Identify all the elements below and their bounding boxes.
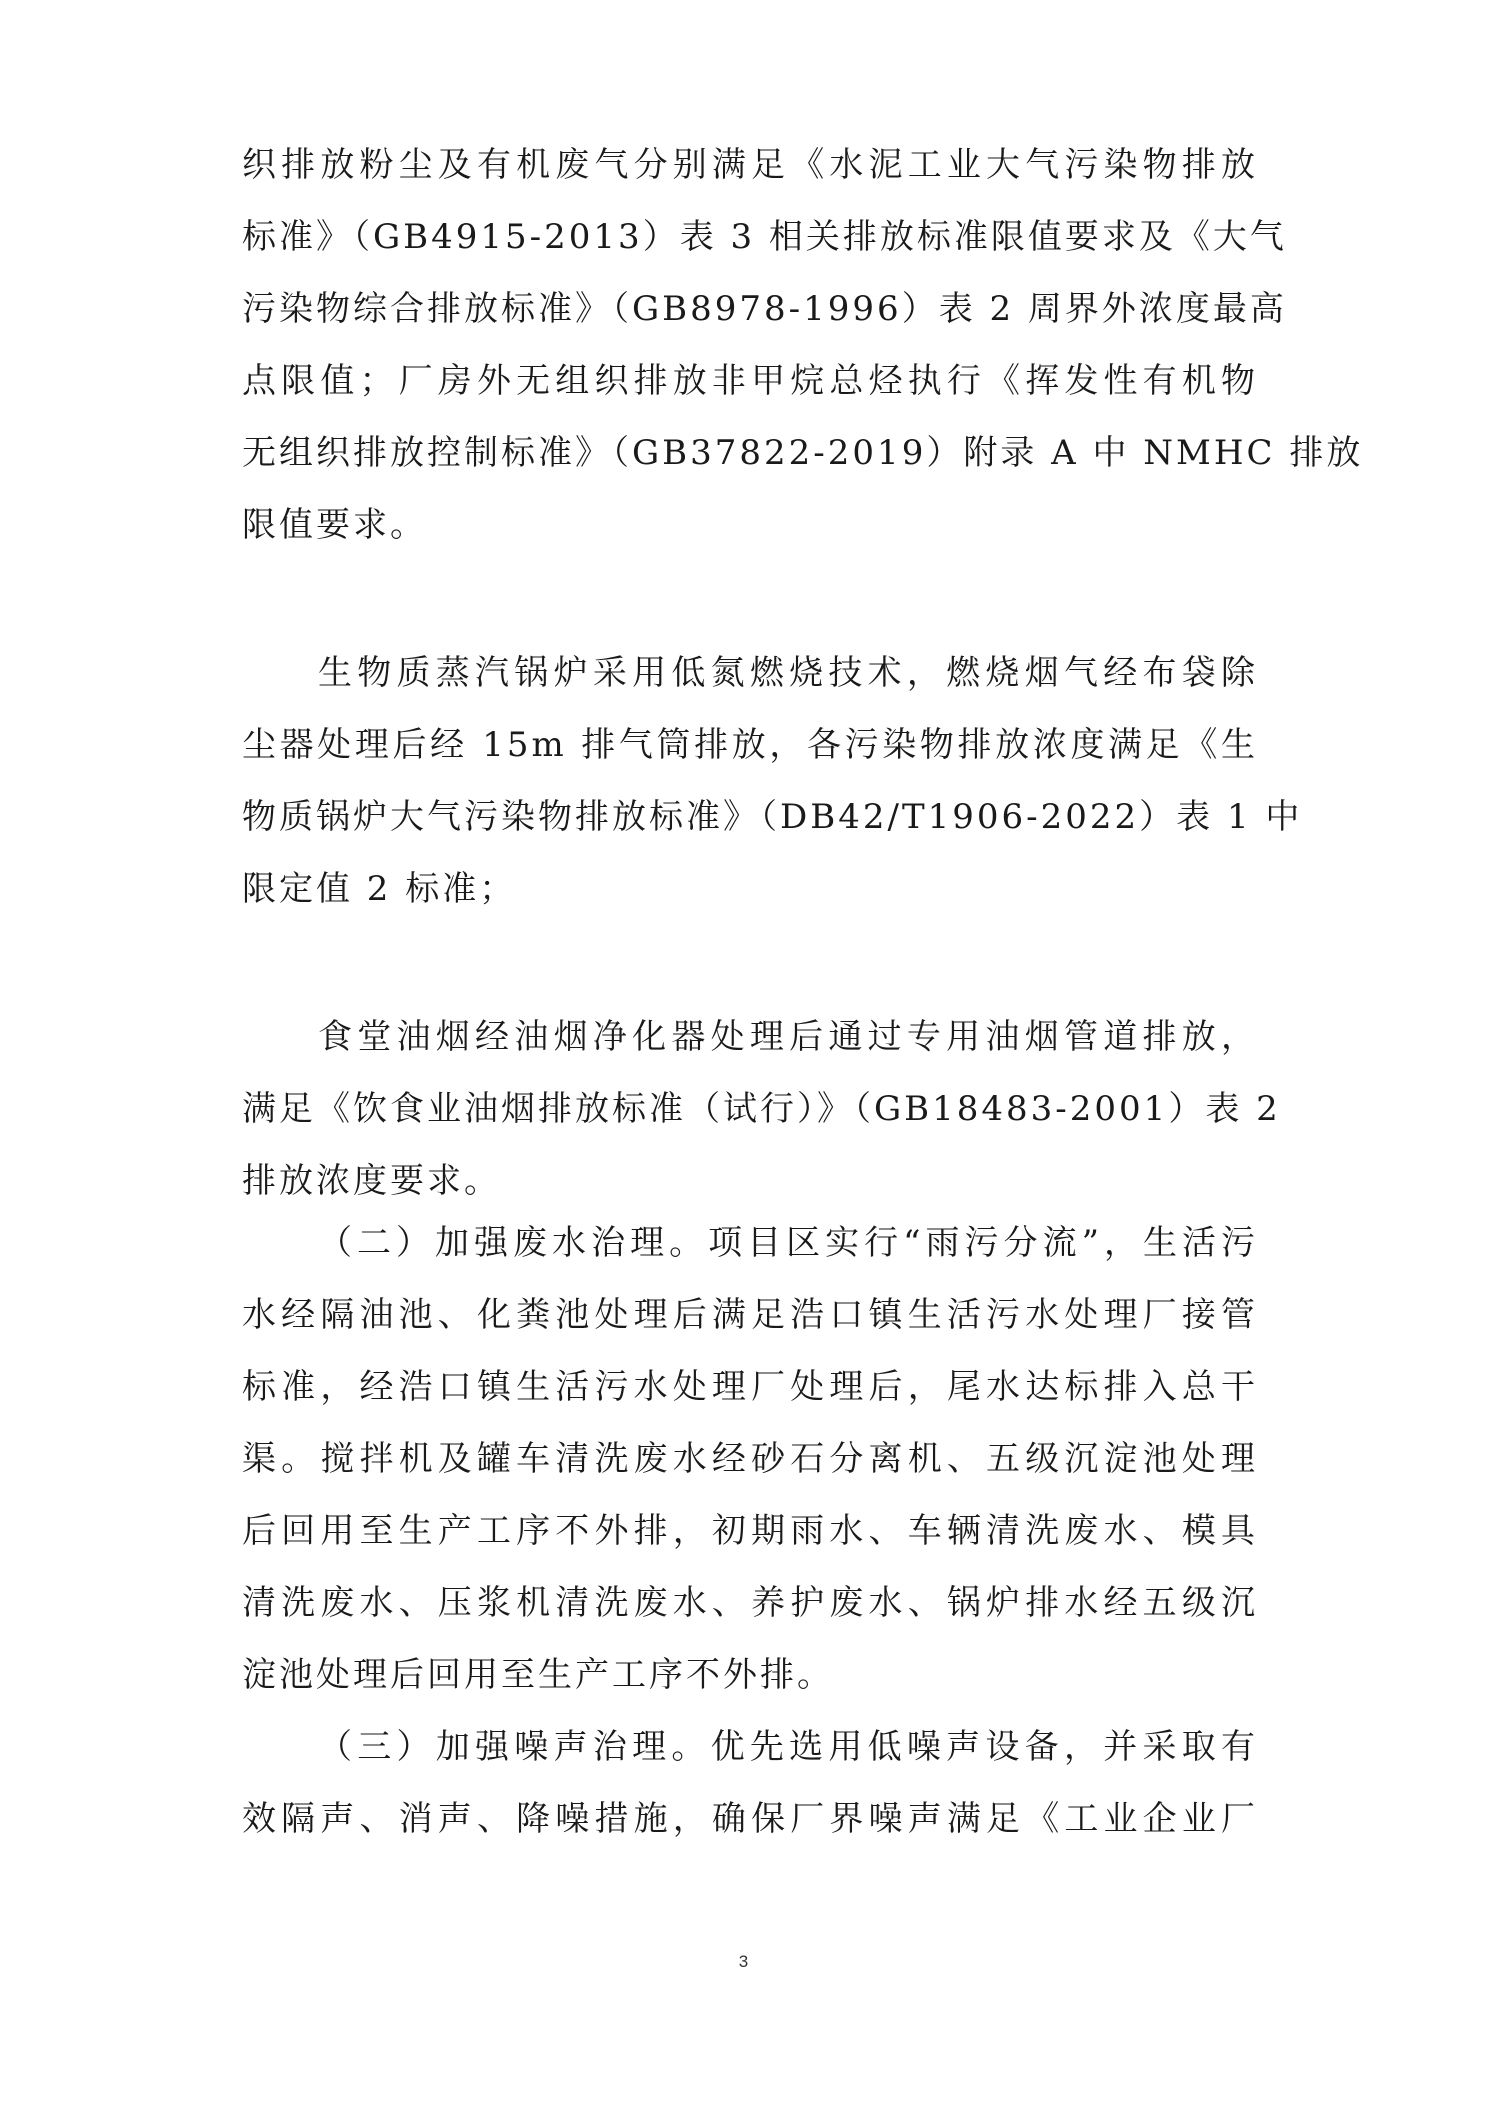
text-line: 排放浓度要求。 <box>242 1161 501 1201</box>
text-line: 满足《饮食业油烟排放标准（试行）》（GB18483-2001）表 2 <box>242 1089 1281 1129</box>
text-line: 淀池处理后回用至生产工序不外排。 <box>242 1655 834 1695</box>
text-line: 织排放粉尘及有机废气分别满足《水泥工业大气污染物排放 <box>242 145 1258 185</box>
text-line: 渠。搅拌机及罐车清洗废水经砂石分离机、五级沉淀池处理 <box>242 1439 1258 1479</box>
text-line: 生物质蒸汽锅炉采用低氮燃烧技术，燃烧烟气经布袋除 <box>318 653 1258 693</box>
text-line: 食堂油烟经油烟净化器处理后通过专用油烟管道排放， <box>318 1017 1258 1057</box>
text-line: 物质锅炉大气污染物排放标准》（DB42/T1906-2022）表 1 中 <box>242 797 1303 837</box>
text-line: 限值要求。 <box>242 505 427 545</box>
text-line: 后回用至生产工序不外排，初期雨水、车辆清洗废水、模具 <box>242 1511 1258 1551</box>
text-line: 限定值 2 标准； <box>242 869 517 909</box>
text-line: 效隔声、消声、降噪措施，确保厂界噪声满足《工业企业厂 <box>242 1799 1258 1839</box>
text-line: 水经隔油池、化粪池处理后满足浩口镇生活污水处理厂接管 <box>242 1295 1258 1335</box>
text-line: （二）加强废水治理。项目区实行“雨污分流”，生活污 <box>318 1223 1258 1263</box>
text-line: 标准》（GB4915-2013）表 3 相关排放标准限值要求及《大气 <box>242 217 1287 257</box>
text-line: （三）加强噪声治理。优先选用低噪声设备，并采取有 <box>318 1727 1258 1767</box>
text-line: 尘器处理后经 15m 排气筒排放，各污染物排放浓度满足《生 <box>242 725 1258 765</box>
page-number: 3 <box>738 1952 749 1971</box>
text-line: 污染物综合排放标准》（GB8978-1996）表 2 周界外浓度最高 <box>242 289 1287 329</box>
text-line: 无组织排放控制标准》（GB37822-2019）附录 A 中 NMHC 排放 <box>242 433 1364 473</box>
text-line: 清洗废水、压浆机清洗废水、养护废水、锅炉排水经五级沉 <box>242 1583 1258 1623</box>
text-line: 点限值；厂房外无组织排放非甲烷总烃执行《挥发性有机物 <box>242 361 1258 401</box>
text-line: 标准，经浩口镇生活污水处理厂处理后，尾水达标排入总干 <box>242 1367 1258 1407</box>
